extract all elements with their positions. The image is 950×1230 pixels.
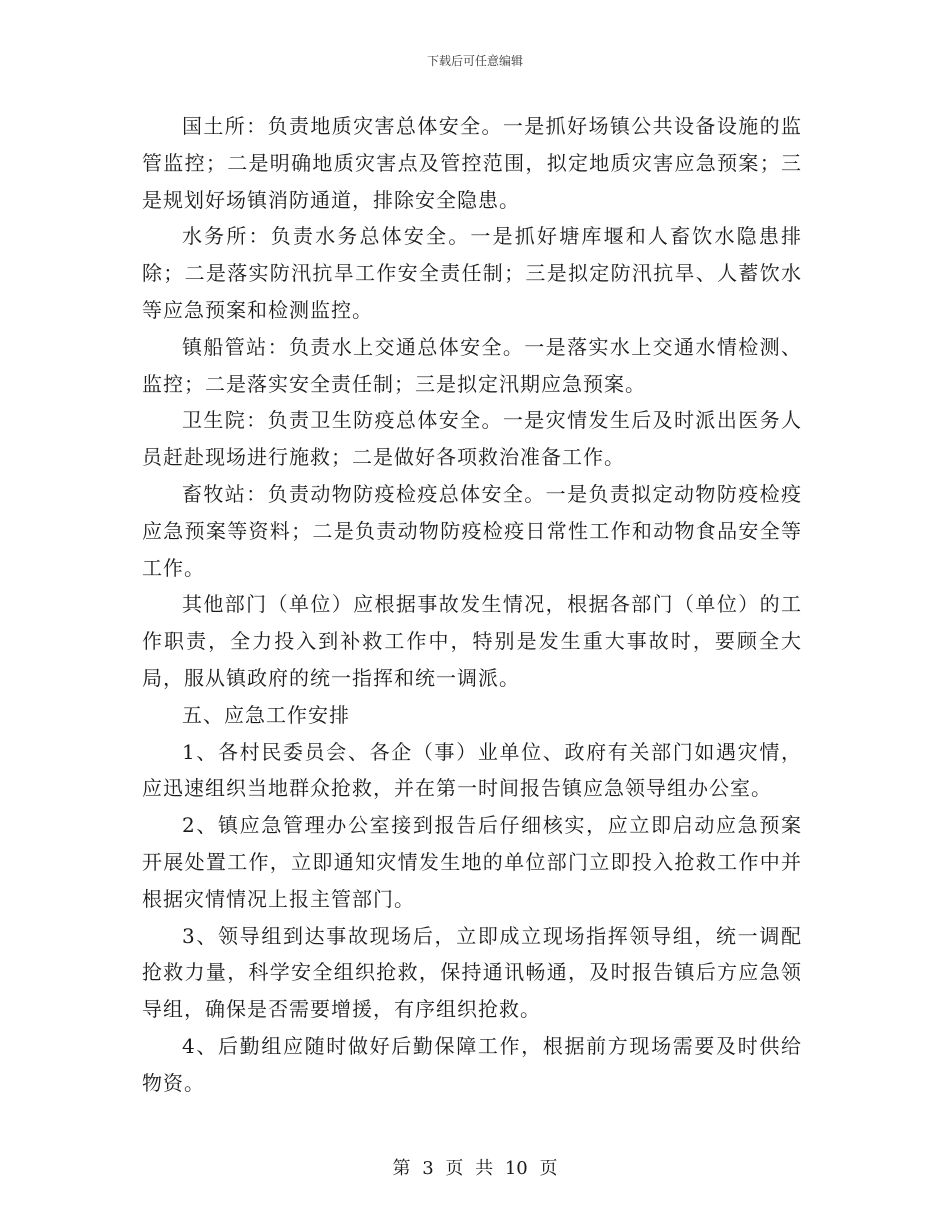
paragraph-health-center: 卫生院：负责卫生防疫总体安全。一是灾情发生后及时派出医务人员赶赴现场进行施救；二是做好各项救治准备工作。	[142, 408, 802, 470]
paragraph-item-3: 3、领导组到达事故现场后，立即成立现场指挥领导组，统一调配抢救力量，科学安全组织抢救，保持通讯畅通，及时报告镇后方应急领导组，确保是否需要增援，有序组织抢救。	[142, 923, 802, 1022]
document-body	[142, 108, 802, 1102]
paragraph-livestock-station: 畜牧站：负责动物防疫检疫总体安全。一是负责拟定动物防疫检疫应急预案等资料；二是负责动物防疫检疫日常性工作和动物食品安全等工作。	[142, 481, 802, 580]
section-heading-emergency-arrangements: 五、应急工作安排	[182, 702, 350, 727]
paragraph-water-affairs: 水务所：负责水务总体安全。一是抓好塘库堰和人畜饮水隐患排除；二是落实防汛抗旱工作安全责任制；三是拟定防汛抗旱、人蓄饮水等应急预案和检测监控。	[142, 224, 802, 322]
paragraph-item-2: 2、镇应急管理办公室接到报告后仔细核实，应立即启动应急预案开展处置工作，立即通知灾情发生地的单位部门立即投入抢救工作中并根据灾情情况上报主管部门。	[142, 813, 802, 911]
page-header: 下载后可任意编辑	[426, 54, 523, 68]
paragraph-other-departments: 其他部门（单位）应根据事故发生情况，根据各部门（单位）的工作职责，全力投入到补救工作中，特别是发生重大事故时，要顾全大局，服从镇政府的统一指挥和统一调派。	[142, 592, 802, 690]
page-footer: 第 3 页 共 10 页	[392, 1158, 558, 1179]
paragraph-item-4: 4、后勤组应随时做好后勤保障工作，根据前方现场需要及时供给物资。	[142, 1033, 802, 1095]
paragraph-item-1: 1、各村民委员会、各企（事）业单位、政府有关部门如遇灾情，应迅速组织当地群众抢救，并在第一时间报告镇应急领导组办公室。	[142, 739, 802, 801]
paragraph-ship-management: 镇船管站：负责水上交通总体安全。一是落实水上交通水情检测、监控；二是落实安全责任制；三是拟定汛期应急预案。	[142, 334, 802, 396]
paragraph-land-bureau: 国土所：负责地质灾害总体安全。一是抓好场镇公共设备设施的监管监控；二是明确地质灾害点及管控范围，拟定地质灾害应急预案；三是规划好场镇消防通道，排除安全隐患。	[142, 114, 802, 212]
